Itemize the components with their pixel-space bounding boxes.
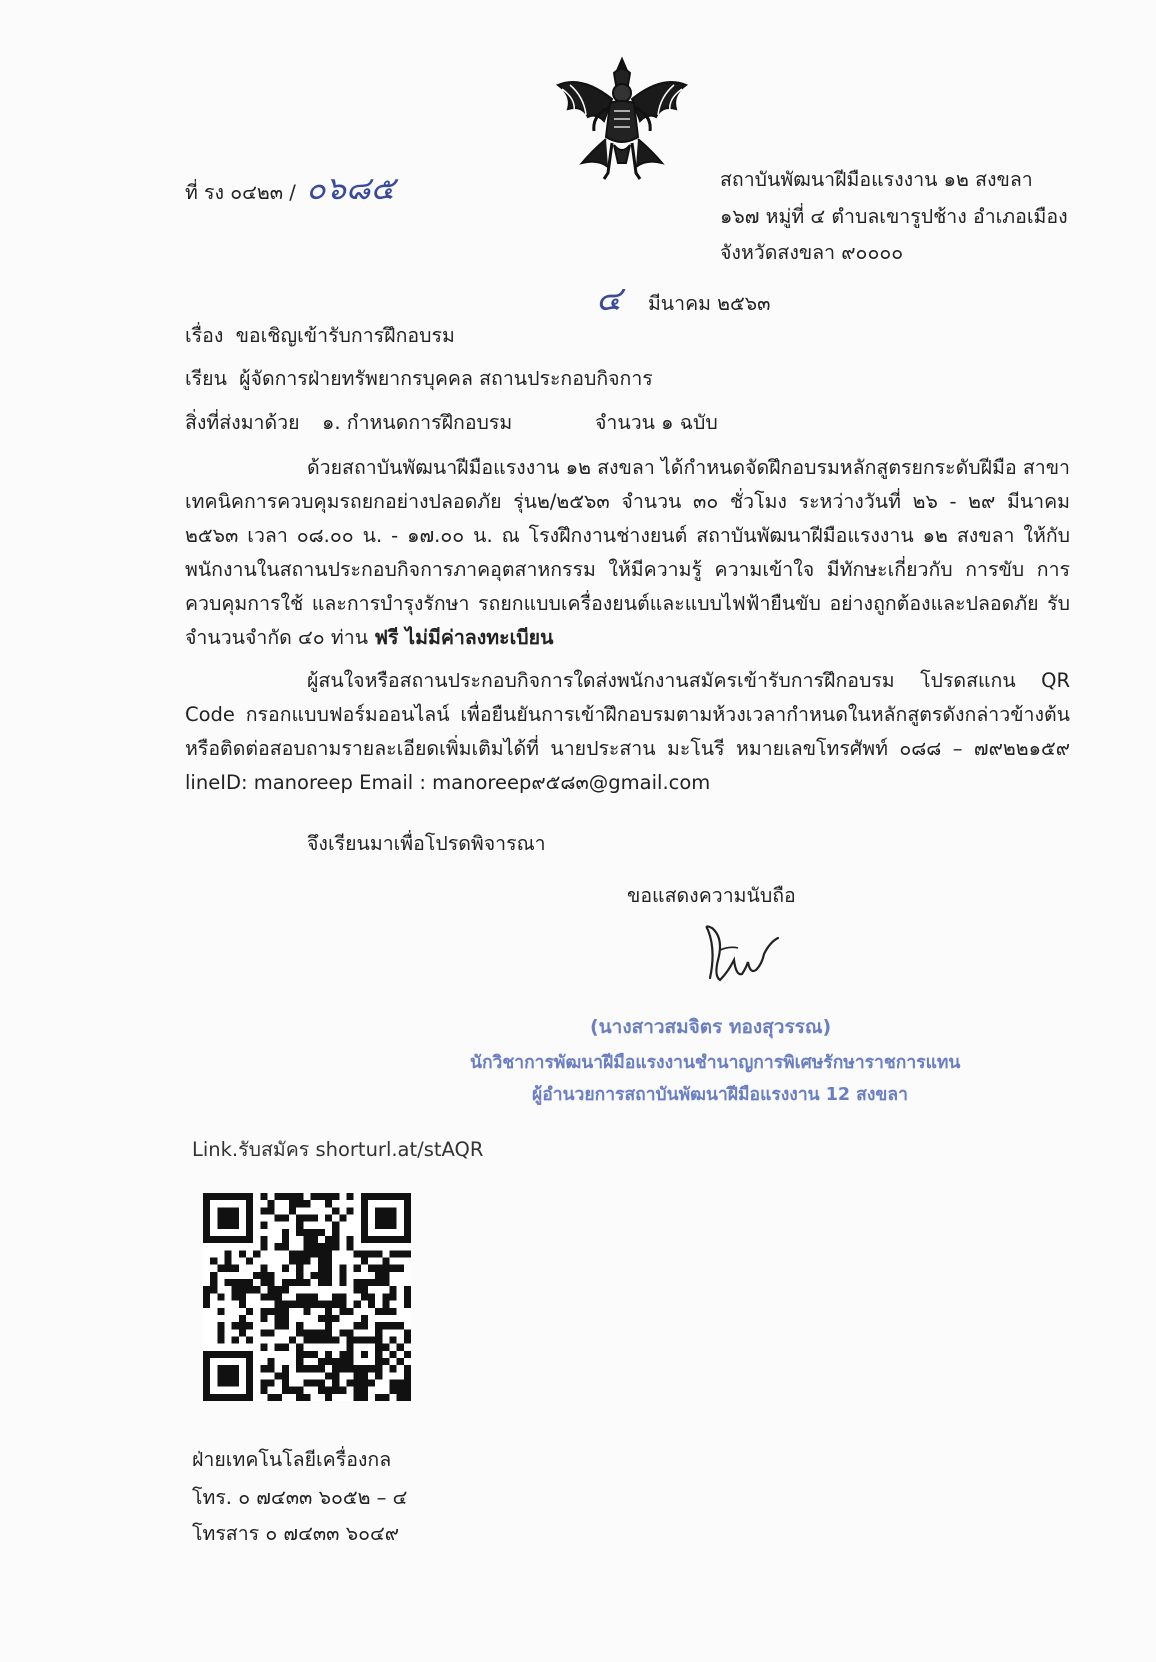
enclosure-label: สิ่งที่ส่งมาด้วย [185, 411, 300, 434]
body-paragraph-1 [185, 451, 1070, 655]
fax: โทรสาร ๐ ๗๔๓๓ ๖๐๔๙ [192, 1522, 400, 1545]
recipient: ผู้จัดการฝ่ายทรัพยากรบุคคล สถานประกอบกิจการ [239, 367, 653, 390]
to-label: เรียน [185, 367, 227, 390]
enclosure-item: ๑. กำหนดการฝึกอบรม [322, 411, 513, 434]
date-day: ๔ [596, 279, 622, 319]
enclosure-quantity: จำนวน ๑ ฉบับ [595, 411, 718, 434]
body-paragraph-2: ผู้สนใจหรือสถานประกอบกิจการใดส่งพนักงานสมัครเข้ารับการฝึกอบรม โปรดสแกน QR Code กรอกแบบฟอร์มออนไลน์ เพื่อยืนยันการเข้าฝึกอบรมตามห้วงเวลากำหนดในหลักสูตรดังกล่าวข้างต้น หรือติดต่อสอบถามรายละเอียดเพิ่มเติมได้ที่ นายประสาน มะโนรี หมายเลขโทรศัพท์ ๐๘๘ – ๗๙๒๒๑๕๙ lineID: manoreep Email : manoreep๙๕๘๓@gmail.com [185, 669, 1070, 794]
qr-code-icon[interactable] [203, 1193, 411, 1401]
reference-prefix: ที่ รง ๐๔๒๓ / [185, 181, 296, 204]
signatory-title-2: ผู้อำนวยการสถาบันพัฒนาฝีมือแรงงาน 12 สงขลา [532, 1085, 908, 1105]
closing: ขอแสดงความนับถือ [627, 884, 796, 907]
date-month-year: มีนาคม ๒๕๖๓ [647, 292, 771, 315]
department: ฝ่ายเทคโนโลยีเครื่องกล [192, 1448, 392, 1471]
subject: ขอเชิญเข้ารับการฝึกอบรม [235, 324, 455, 347]
closing-request: จึงเรียนมาเพื่อโปรดพิจารณา [307, 832, 546, 855]
registration-link[interactable]: Link.รับสมัคร shorturl.at/stAQR [192, 1138, 484, 1161]
garuda-emblem-icon [552, 55, 692, 185]
subject-label: เรื่อง [185, 324, 224, 347]
sender-line-3: จังหวัดสงขลา ๙๐๐๐๐ [720, 241, 904, 264]
telephone: โทร. ๐ ๗๔๓๓ ๖๐๕๒ – ๔ [192, 1486, 408, 1509]
signatory-title-1: นักวิชาการพัฒนาฝีมือแรงงานชำนาญการพิเศษรักษาราชการแทน [470, 1053, 961, 1073]
free-registration-note: ฟรี ไม่มีค่าลงทะเบียน [374, 626, 554, 649]
paragraph-1-text: ด้วยสถาบันพัฒนาฝีมือแรงงาน ๑๒ สงขลา ได้กำหนดจัดฝึกอบรมหลักสูตรยกระดับฝีมือ สาขาเทคนิคการควบคุมรถยกอย่างปลอดภัย รุ่น๒/๒๕๖๓ จำนวน ๓๐ ชั่วโมง ระหว่างวันที่ ๒๖ - ๒๙ มีนาคม ๒๕๖๓ เวลา ๐๘.๐๐ น. - ๑๗.๐๐ น. ณ โรงฝึกงานช่างยนต์ สถาบันพัฒนาฝีมือแรงงาน ๑๒ สงขลา ให้กับพนักงานในสถานประกอบกิจการภาคอุตสาหกรรม ให้มีความรู้ ความเข้าใจ มีทักษะเกี่ยวกับ การขับ การควบคุมการใช้ และการบำรุงรักษา รถยกแบบเครื่องยนต์และแบบไฟฟ้ายืนขับ อย่างถูกต้องและปลอดภัย รับจำนวนจำกัด ๔๐ ท่าน [185, 456, 1070, 649]
handwritten-signature-icon [690, 920, 790, 990]
sender-line-1: สถาบันพัฒนาฝีมือแรงงาน ๑๒ สงขลา [720, 168, 1033, 191]
signatory-name: (นางสาวสมจิตร ทองสุวรรณ) [590, 1016, 832, 1038]
sender-line-2: ๑๖๗ หมู่ที่ ๔ ตำบลเขารูปช้าง อำเภอเมือง [720, 205, 1068, 228]
reference-number: ๐๖๘๕ [306, 169, 395, 207]
